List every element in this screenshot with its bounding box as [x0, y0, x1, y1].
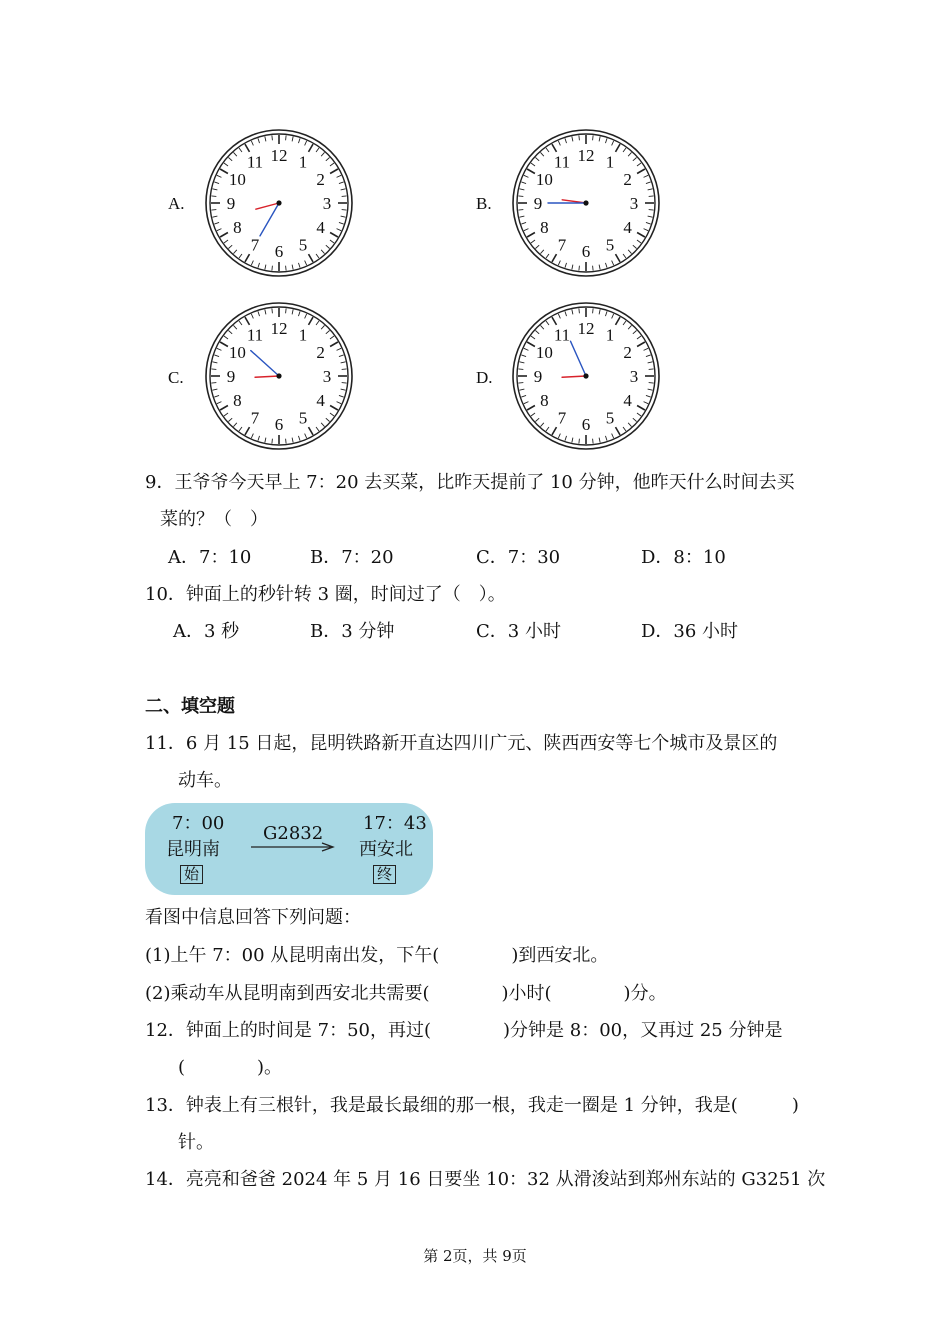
clock-number: 10: [228, 170, 246, 189]
clock-number: 8: [233, 218, 242, 237]
clock-number: 2: [623, 170, 632, 189]
clock-tick: [211, 369, 216, 370]
clock-tick: [272, 266, 273, 271]
clock-number: 1: [298, 325, 308, 345]
clock-tick: [649, 383, 654, 384]
arrive-tag: 终: [373, 864, 396, 884]
clock-number: 10: [535, 170, 553, 189]
clock-number: 7: [250, 408, 260, 428]
clock-tick: [342, 210, 347, 211]
clock-tick: [593, 439, 594, 444]
clock-tick: [593, 266, 594, 271]
clock-number: 1: [605, 325, 615, 345]
train-number: G2832: [263, 823, 324, 844]
depart-station: 昆明南: [166, 839, 220, 860]
route-arrow: [250, 841, 335, 853]
clock-number: 8: [540, 218, 549, 237]
q11-sub2: (2)乘动车从昆明南到西安北共需要( )小时( )分。: [145, 983, 667, 1004]
clock-number: 11: [553, 325, 571, 345]
clock-tick: [211, 210, 216, 211]
clock-number: 9: [533, 367, 543, 386]
train-info-panel: [145, 803, 433, 895]
clock-tick: [518, 196, 523, 197]
q12-line1: 12．钟面上的时间是 7：50，再过( )分钟是 8：00，又再过 25 分钟是: [145, 1020, 783, 1041]
clock-number: 2: [316, 170, 325, 189]
clock-number: 8: [233, 391, 242, 410]
clock-option-c-label: C.: [168, 368, 184, 387]
clock-tick: [286, 439, 287, 444]
q11-line1: 11．6 月 15 日起，昆明铁路新开直达四川广元、陕西西安等七个城市及景区的: [145, 733, 778, 754]
q10-option-a: A．3 秒: [173, 621, 240, 642]
clock-center: [276, 200, 281, 205]
arrive-time: 17：43: [363, 813, 427, 834]
clock-number: 5: [605, 235, 615, 255]
clock-number: 12: [270, 319, 288, 338]
clock-number: 4: [623, 391, 632, 410]
clock-number: 4: [316, 391, 325, 410]
clock-number: 10: [535, 343, 553, 362]
clock-tick: [342, 383, 347, 384]
clock-tick: [286, 266, 287, 271]
clock-number: 5: [298, 235, 308, 255]
clock-tick: [518, 383, 523, 384]
q10-text: 10．钟面上的秒针转 3 圈，时间过了（ ）。: [145, 584, 506, 605]
q10-option-b: B．3 分钟: [310, 621, 395, 642]
clock-number: 12: [577, 319, 595, 338]
clock-c: [203, 300, 355, 452]
clock-tick: [649, 210, 654, 211]
section-heading: 二、填空题: [145, 696, 235, 717]
clock-tick: [593, 308, 594, 313]
q9-option-d: D．8：10: [641, 547, 726, 568]
q12-line2: ( )。: [178, 1057, 283, 1078]
q13-line2: 针。: [178, 1132, 214, 1153]
clock-tick: [518, 369, 523, 370]
clock-tick: [593, 135, 594, 140]
q9-option-c: C．7：30: [476, 547, 561, 568]
clock-number: 1: [298, 152, 308, 172]
clock-tick: [286, 135, 287, 140]
clock-tick: [649, 196, 654, 197]
page-footer: 第 2页，共 9页: [423, 1247, 527, 1265]
clock-center: [583, 373, 588, 378]
clock-number: 7: [250, 235, 260, 255]
depart-tag: 始: [180, 864, 203, 884]
clock-tick: [342, 369, 347, 370]
clock-number: 5: [298, 408, 308, 428]
q14-line1: 14．亮亮和爸爸 2024 年 5 月 16 日要坐 10：32 从滑浚站到郑州东站的 G3251 次: [145, 1169, 826, 1190]
q9-option-b: B．7：20: [310, 547, 394, 568]
clock-tick: [518, 210, 523, 211]
clock-number: 12: [270, 146, 288, 165]
clock-number: 11: [553, 152, 571, 172]
clock-number: 7: [557, 235, 567, 255]
clock-d: [510, 300, 662, 452]
q10-option-d: D．36 小时: [641, 621, 739, 642]
clock-number: 9: [226, 194, 236, 213]
q9-line2: 菜的？（ ）: [160, 509, 268, 530]
clock-a: [203, 127, 355, 279]
q9-line1: 9．王爷爷今天早上 7：20 去买菜，比昨天提前了 10 分钟，他昨天什么时间去买: [145, 472, 795, 493]
clock-tick: [579, 308, 580, 313]
clock-number: 2: [623, 343, 632, 362]
clock-number: 12: [577, 146, 595, 165]
clock-number: 9: [533, 194, 543, 213]
clock-number: 3: [629, 367, 639, 386]
clock-tick: [272, 439, 273, 444]
depart-time: 7：00: [172, 813, 225, 834]
q11-line2: 动车。: [178, 770, 232, 791]
clock-number: 8: [540, 391, 549, 410]
clock-number: 3: [322, 194, 332, 213]
clock-number: 1: [605, 152, 615, 172]
clock-number: 3: [629, 194, 639, 213]
clock-number: 2: [316, 343, 325, 362]
clock-tick: [211, 383, 216, 384]
clock-tick: [342, 196, 347, 197]
clock-number: 10: [228, 343, 246, 362]
clock-tick: [211, 196, 216, 197]
clock-center: [276, 373, 281, 378]
clock-tick: [272, 135, 273, 140]
clock-option-d-label: D.: [476, 368, 493, 387]
clock-tick: [579, 439, 580, 444]
clock-option-b-label: B.: [476, 194, 492, 213]
q13-line1: 13．钟表上有三根针，我是最长最细的那一根，我走一圈是 1 分钟，我是( ): [145, 1095, 799, 1116]
clock-number: 3: [322, 367, 332, 386]
clock-tick: [649, 369, 654, 370]
clock-number: 6: [274, 242, 284, 261]
clock-number: 4: [623, 218, 632, 237]
clock-number: 4: [316, 218, 325, 237]
clock-number: 6: [274, 415, 284, 434]
q11-prompt: 看图中信息回答下列问题：: [145, 907, 361, 928]
clock-number: 11: [246, 325, 264, 345]
clock-number: 6: [581, 415, 591, 434]
clock-b: [510, 127, 662, 279]
clock-tick: [272, 308, 273, 313]
q10-option-c: C．3 小时: [476, 621, 561, 642]
clock-number: 11: [246, 152, 264, 172]
clock-number: 7: [557, 408, 567, 428]
clock-number: 5: [605, 408, 615, 428]
clock-tick: [579, 135, 580, 140]
clock-tick: [579, 266, 580, 271]
clock-number: 9: [226, 367, 236, 386]
clock-tick: [286, 308, 287, 313]
arrive-station: 西安北: [359, 839, 413, 860]
clock-center: [583, 200, 588, 205]
q11-sub1: (1)上午 7：00 从昆明南出发，下午( )到西安北。: [145, 945, 609, 966]
clock-number: 6: [581, 242, 591, 261]
clock-option-a-label: A.: [168, 194, 185, 213]
q9-option-a: A．7：10: [168, 547, 252, 568]
